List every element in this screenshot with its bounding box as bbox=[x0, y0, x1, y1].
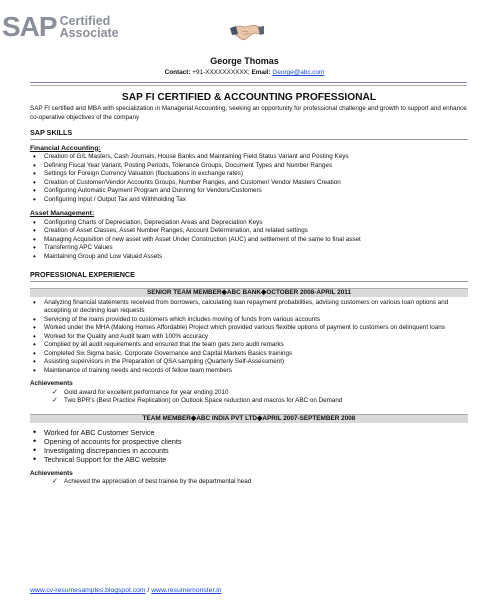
list-item: • Configuring Input / Output Tax and Withholding Tax bbox=[30, 196, 468, 205]
list-item: ✓ Gold award for excellent performance for year ending 2010 bbox=[30, 389, 468, 398]
list-item: • Creation of Customer/Vendor Accounts Groups, Number Ranges, and Customer/ Vendor Masters Creation bbox=[30, 179, 468, 188]
asset-management-list bbox=[30, 219, 468, 262]
skills-heading: SAP SKILLS bbox=[30, 129, 468, 140]
achievements-heading: Achievements bbox=[30, 380, 73, 387]
job-header-1 bbox=[30, 288, 468, 297]
job-1-achievements bbox=[30, 389, 468, 406]
footer-link-resumemonster[interactable]: www.resumemonster.in bbox=[151, 587, 222, 594]
summary-paragraph: SAP FI certified and MBA with specialization in Managerial Accounting, seeking an opportunity for professional challenge and growth to support and enhance co-operative objectives of the company bbox=[30, 105, 467, 121]
experience-heading: PROFESSIONAL EXPERIENCE bbox=[30, 271, 468, 282]
list-item: • Investigating discrepancies in accounts bbox=[30, 446, 468, 455]
list-item: • Analyzing financial statements received from borrowers, calculating loan repayment probabilities, advising customers on various loan options and accepting or declining loan requests bbox=[30, 299, 468, 316]
list-item: • Configuring Automatic Payment Program and Dunning for Vendors/Customers bbox=[30, 187, 468, 196]
list-item: • Servicing of the loans provided to customers which includes moving of funds from various accounts bbox=[30, 316, 468, 325]
header-divider bbox=[30, 82, 467, 83]
list-item: ✓ Two BPR's (Best Practice Replication) on Outlook Space reduction and macros for ABC on Demand bbox=[30, 397, 468, 406]
job-header-2 bbox=[30, 414, 468, 423]
diamond-icon: ◆ bbox=[261, 288, 267, 296]
job-2-responsibilities bbox=[30, 428, 468, 464]
job-period: APRIL 2007-SEPTEMBER 2008 bbox=[262, 414, 356, 422]
email-label: Email: bbox=[251, 69, 271, 76]
handshake-icon bbox=[230, 18, 264, 44]
footer-links bbox=[30, 587, 222, 594]
financial-accounting-list bbox=[30, 153, 468, 204]
resume-title: SAP FI CERTIFIED & ACCOUNTING PROFESSIONAL bbox=[121, 92, 377, 103]
email-link[interactable]: George@abc.com bbox=[272, 69, 325, 76]
asset-management-heading: Asset Management: bbox=[30, 210, 95, 217]
job-role: SENIOR TEAM MEMBER bbox=[146, 288, 222, 296]
job-company: ABC BANK bbox=[226, 288, 261, 296]
job-role: TEAM MEMBER bbox=[142, 414, 191, 422]
resume-body bbox=[30, 91, 468, 487]
financial-accounting-heading: Financial Accounting: bbox=[30, 144, 101, 152]
list-item: • Worked for the Quality and Audit team with 100% accuracy bbox=[30, 333, 468, 342]
phone-number: +91-XXXXXXXXXX; bbox=[192, 69, 250, 76]
diamond-icon: ◆ bbox=[190, 414, 197, 422]
diamond-icon: ◆ bbox=[257, 414, 263, 422]
sap-logo-caption bbox=[60, 14, 119, 39]
list-item: • Maintenance of training needs and records of fellow team members bbox=[30, 367, 468, 376]
job-1-responsibilities bbox=[30, 299, 468, 376]
list-item: • Creation of Asset Classes, Asset Number Ranges, Account Determination, and related settings bbox=[30, 227, 468, 236]
sap-certified-logo bbox=[2, 11, 119, 42]
footer-separator: / bbox=[147, 587, 150, 594]
sap-logo-line1: Certified bbox=[59, 14, 111, 28]
list-item: • Defining Fiscal Year Variant, Posting Periods, Tolerance Groups, Document Types and Number Ranges bbox=[30, 162, 468, 171]
sap-logo-line2: Associate bbox=[59, 26, 119, 40]
header-divider-thin bbox=[30, 85, 467, 86]
job-2-achievements bbox=[30, 478, 468, 487]
achievements-heading: Achievements bbox=[30, 469, 73, 477]
list-item: • Worked under the MHA (Making Homes Affordable) Project which provided various flexible options of payment to customers on delinquent loans bbox=[30, 324, 468, 333]
list-item: • Settings for Foreign Currency Valuation (fluctuations in exchange rates) bbox=[30, 170, 468, 179]
candidate-name: George Thomas bbox=[210, 56, 279, 66]
footer-link-blogspot[interactable]: www.cv-resumesamples.blogspot.com bbox=[30, 587, 146, 594]
list-item: • Managing Acquisition of new asset with Asset Under Construction (AUC) and settlement of the same to final asset bbox=[30, 236, 468, 245]
list-item: • Configuring Charts of Depreciation, Depreciation Areas and Depreciation Keys bbox=[30, 219, 468, 228]
list-item: • Maintaining Group and Low Valued Assets bbox=[30, 253, 468, 262]
job-company: ABC INDIA PVT LTD bbox=[196, 414, 258, 422]
list-item: • Technical Support for the ABC website bbox=[30, 455, 468, 464]
list-item: • Opening of accounts for prospective clients bbox=[30, 437, 468, 446]
list-item: • Transferring APC Values bbox=[30, 244, 468, 253]
list-item: • Assisting supervisors in the Preparation of QSA sampling (Quarterly Self-Assessment) bbox=[30, 358, 468, 367]
sap-logo-word: SAP bbox=[2, 11, 57, 42]
list-item: • Completed Six Sigma basic, Corporate Governance and Capital Markets Basics trainings bbox=[30, 350, 468, 359]
contact-label: Contact: bbox=[164, 69, 191, 76]
diamond-icon: ◆ bbox=[221, 288, 227, 296]
list-item: • Worked for ABC Customer Service bbox=[30, 428, 468, 437]
list-item: ✓ Achieved the appreciation of best trainee by the departmental head bbox=[30, 478, 468, 487]
contact-line bbox=[0, 69, 489, 76]
job-period: OCTOBER 2008-APRIL 2011 bbox=[266, 288, 352, 296]
list-item: • Creation of G/L Masters, Cash Journals, House Banks and Maintaining Field Status Variant and Posting Keys bbox=[30, 153, 468, 162]
list-item: • Complied by all audit requirements and ensured that the team gets zero audit remarks bbox=[30, 341, 468, 350]
